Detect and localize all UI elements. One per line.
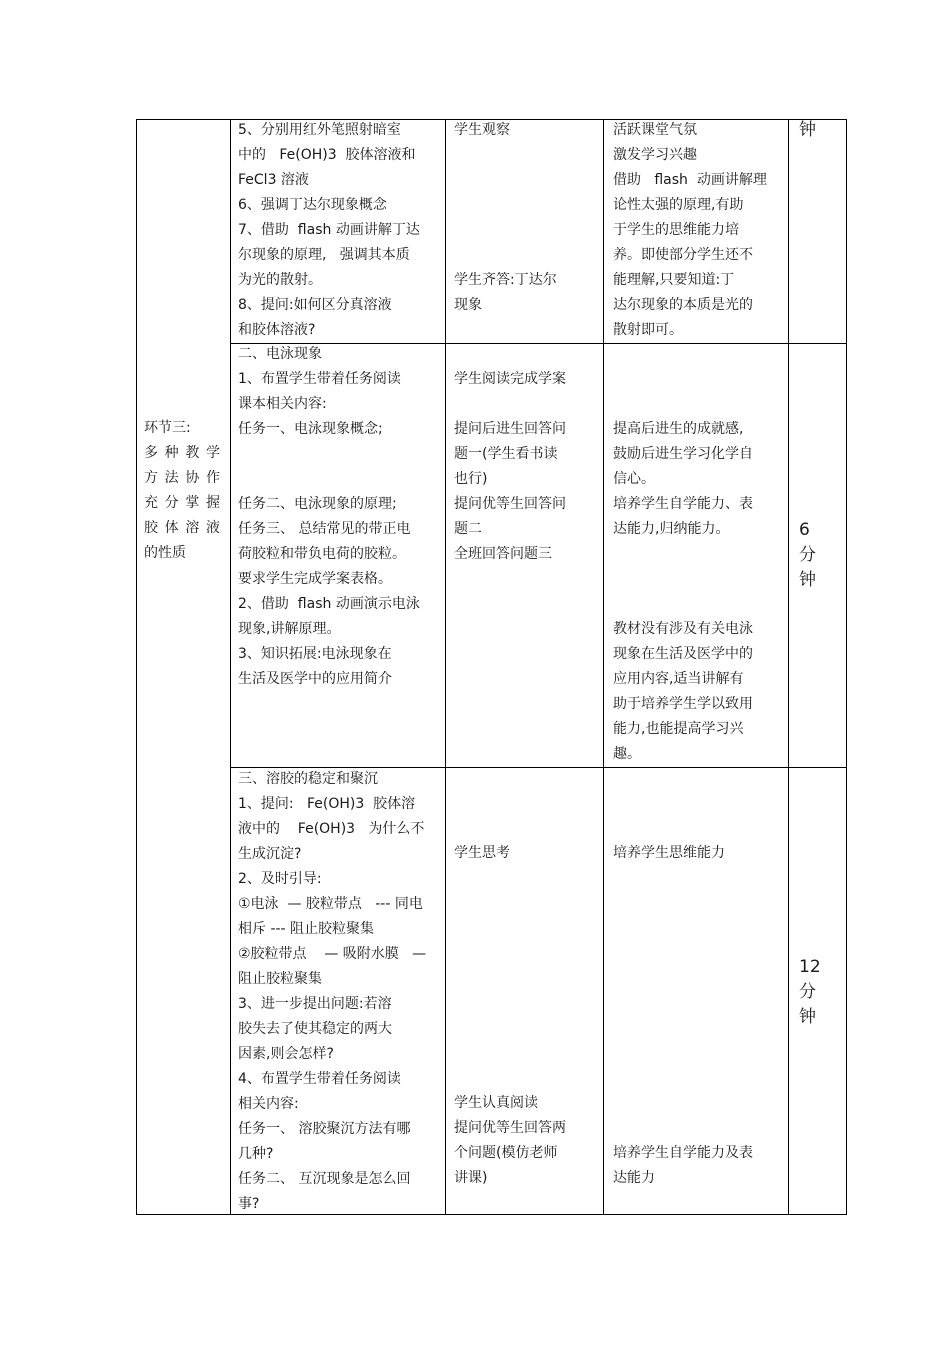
- time-text: 钟: [799, 120, 816, 140]
- section-3-intent-2: [613, 1141, 785, 1191]
- text-line: 任务一、电泳现象概念;: [238, 421, 383, 437]
- text-line: 事?: [238, 1196, 260, 1212]
- text-line: 培养学生思维能力: [613, 845, 725, 861]
- text-line: 4、布置学生带着任务阅读: [238, 1071, 401, 1087]
- text-line: 题二: [454, 521, 482, 537]
- text-line: 要求学生完成学案表格。: [238, 571, 392, 587]
- text-line: 助于培养学生学以致用: [613, 696, 753, 712]
- text-line: 提问优等生回答问: [454, 496, 566, 512]
- section-1-intent: [613, 118, 785, 343]
- section-2-teacher: [238, 342, 443, 692]
- stage-line-4: [144, 516, 220, 541]
- time-text: 12: [799, 957, 821, 977]
- stage-char: 多: [144, 445, 158, 461]
- section-3-student-2: [454, 1091, 599, 1191]
- text-line: 3、进一步提出问题:若溶: [238, 996, 392, 1012]
- text-line: 养。即使部分学生还不: [613, 247, 753, 263]
- text-line: 生活及医学中的应用简介: [238, 671, 392, 687]
- text-line: 任务三、 总结常见的带正电: [238, 521, 411, 537]
- stage-char: 方: [144, 470, 158, 486]
- text-line: 中的 Fe(OH)3 胶体溶液和: [238, 147, 416, 163]
- text-line: 5、分别用红外笔照射暗室: [238, 122, 401, 138]
- column-divider-2: [445, 119, 446, 1215]
- section-3-student: [454, 841, 599, 866]
- stage-char: 握: [205, 495, 220, 511]
- text-line: 现象,讲解原理。: [238, 621, 341, 637]
- text-line: 学生观察: [454, 122, 510, 138]
- text-line: 能力,也能提高学习兴: [613, 721, 744, 737]
- section-2-time: [799, 518, 839, 593]
- stage-line-3: [144, 491, 220, 516]
- text-line: 几种?: [238, 1146, 274, 1162]
- text-line: 提问后进生回答问: [454, 421, 566, 437]
- text-line: 趣。: [613, 746, 641, 762]
- text-line: 胶失去了使其稳定的两大: [238, 1021, 392, 1037]
- text-line: 为光的散射。: [238, 272, 322, 288]
- section-1-time: [799, 118, 839, 143]
- text-line: 激发学习兴趣: [613, 147, 697, 163]
- time-text: 6: [799, 520, 810, 540]
- text-line: 学生思考: [454, 845, 510, 861]
- stage-char: 种: [164, 445, 179, 461]
- stage-char: 充: [144, 495, 158, 511]
- text-line: 教材没有涉及有关电泳: [613, 621, 753, 637]
- text-line: 1、提问: Fe(OH)3 胶体溶: [238, 796, 416, 812]
- stage-char: 作: [205, 470, 220, 486]
- text-line: 阻止胶粒聚集: [238, 971, 322, 987]
- stage-cell: [144, 416, 224, 566]
- section-3-time: [799, 955, 839, 1030]
- section-1-student: [454, 118, 599, 318]
- text-line: 课本相关内容:: [238, 396, 327, 412]
- text-line: 论性太强的原理,有助: [613, 197, 744, 213]
- text-line: 信心。: [613, 471, 655, 487]
- text-line: 借助 flash 动画讲解理: [613, 172, 767, 188]
- time-text: 分: [799, 982, 816, 1002]
- text-line: 全班回答问题三: [454, 546, 552, 562]
- stage-char: 掌: [185, 495, 200, 511]
- text-line: 题一(学生看书读: [454, 446, 558, 462]
- column-divider-4: [788, 119, 789, 1215]
- text-line: 因素,则会怎样?: [238, 1046, 334, 1062]
- text-line: 现象在生活及医学中的: [613, 646, 753, 662]
- text-line: 和胶体溶液?: [238, 322, 316, 338]
- text-line: 相关内容:: [238, 1096, 299, 1112]
- stage-char: 胶: [144, 520, 158, 536]
- text-line: 提问优等生回答两: [454, 1120, 566, 1136]
- text-line: 三、溶胶的稳定和聚沉: [238, 771, 378, 787]
- text-line: 7、借助 flash 动画讲解丁达: [238, 222, 420, 238]
- text-line: 学生齐答:丁达尔: [454, 272, 557, 288]
- time-text: 钟: [799, 570, 816, 590]
- table-right-border: [846, 119, 847, 1215]
- section-1-teacher: [238, 118, 443, 343]
- text-line: 尔现象的原理, 强调其本质: [238, 247, 410, 263]
- stage-char: 学: [205, 445, 220, 461]
- text-line: 二、电泳现象: [238, 346, 322, 362]
- table-left-border: [136, 119, 137, 1215]
- stage-char: 法: [164, 470, 179, 486]
- section-3-intent: [613, 841, 785, 866]
- text-line: 达能力: [613, 1170, 655, 1186]
- text-line: 学生阅读完成学案: [454, 371, 566, 387]
- text-line: 也行): [454, 471, 488, 487]
- text-line: ①电泳 — 胶粒带点 --- 同电: [238, 896, 423, 912]
- text-line: 讲课): [454, 1170, 488, 1186]
- text-line: 液中的 Fe(OH)3 为什么不: [238, 821, 425, 837]
- text-line: 学生认真阅读: [454, 1095, 538, 1111]
- stage-char: 液: [205, 520, 220, 536]
- text-line: 生成沉淀?: [238, 846, 302, 862]
- column-divider-3: [603, 119, 604, 1215]
- text-line: 任务二、 互沉现象是怎么回: [238, 1171, 411, 1187]
- text-line: ②胶粒带点 — 吸附水膜 —: [238, 946, 427, 962]
- time-text: 分: [799, 545, 816, 565]
- text-line: 达能力,归纳能力。: [613, 521, 730, 537]
- stage-title: 环节三:: [144, 420, 191, 436]
- text-line: 于学生的思维能力培: [613, 222, 739, 238]
- text-line: 达尔现象的本质是光的: [613, 297, 753, 313]
- text-line: 鼓励后进生学习化学自: [613, 446, 753, 462]
- section-2-student: [454, 367, 599, 567]
- stage-char: 溶: [185, 520, 200, 536]
- text-line: 3、知识拓展:电泳现象在: [238, 646, 392, 662]
- section-2-intent: [613, 417, 785, 767]
- stage-char: 分: [164, 495, 179, 511]
- time-text: 钟: [799, 1007, 816, 1027]
- section-3-teacher: [238, 767, 443, 1217]
- text-line: 相斥 --- 阻止胶粒聚集: [238, 921, 375, 937]
- stage-char: 协: [185, 470, 200, 486]
- text-line: 荷胶粒和带负电荷的胶粒。: [238, 546, 406, 562]
- text-line: 提高后进生的成就感,: [613, 421, 744, 437]
- text-line: 8、提问:如何区分真溶液: [238, 297, 392, 313]
- text-line: 2、借助 flash 动画演示电泳: [238, 596, 420, 612]
- text-line: 1、布置学生带着任务阅读: [238, 371, 401, 387]
- text-line: 任务一、 溶胶聚沉方法有哪: [238, 1121, 411, 1137]
- stage-last-line: 的性质: [144, 545, 186, 561]
- text-line: 6、强调丁达尔现象概念: [238, 197, 387, 213]
- text-line: 培养学生自学能力及表: [613, 1145, 753, 1161]
- text-line: 任务二、电泳现象的原理;: [238, 496, 397, 512]
- text-line: 活跃课堂气氛: [613, 122, 697, 138]
- text-line: 应用内容,适当讲解有: [613, 671, 744, 687]
- column-divider-1: [230, 119, 231, 1215]
- stage-line-2: [144, 466, 220, 491]
- text-line: 散射即可。: [613, 322, 683, 338]
- text-line: 个问题(模仿老师: [454, 1145, 558, 1161]
- stage-char: 教: [185, 445, 200, 461]
- text-line: 培养学生自学能力、表: [613, 496, 753, 512]
- text-line: 现象: [454, 297, 482, 313]
- lesson-plan-table: [136, 119, 847, 1215]
- stage-line-1: [144, 441, 220, 466]
- text-line: FeCl3 溶液: [238, 172, 309, 188]
- stage-char: 体: [164, 520, 179, 536]
- text-line: 2、及时引导:: [238, 871, 322, 887]
- text-line: 能理解,只要知道:丁: [613, 272, 735, 288]
